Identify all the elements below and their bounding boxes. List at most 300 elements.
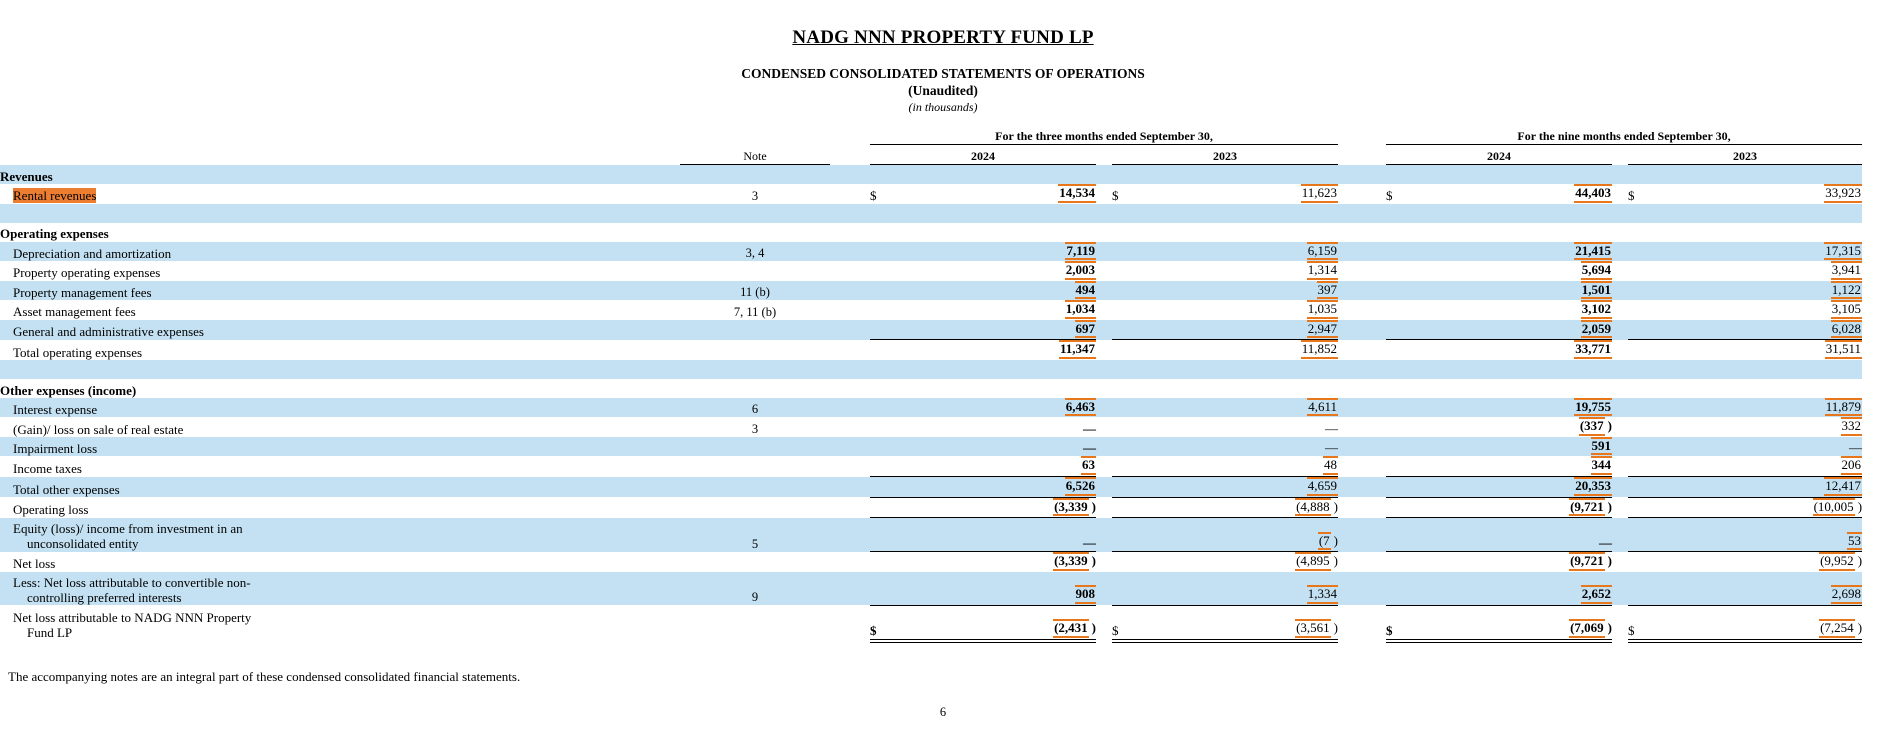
spacer: [1096, 242, 1112, 262]
value-cell: [1420, 261, 1612, 281]
value-cell: [904, 456, 1096, 476]
value-cell: [1420, 320, 1612, 340]
spacer: [1612, 261, 1628, 281]
dollar-cell: [1628, 456, 1662, 476]
table-row: [0, 417, 1862, 437]
value-annotation: 11,623: [1301, 184, 1338, 203]
row-label-text: Property operating expenses: [13, 265, 161, 281]
value-annotation: (2,431: [1053, 619, 1089, 638]
spacer: [1612, 184, 1628, 204]
row-label-text: Impairment loss: [13, 441, 98, 457]
dollar-cell: [1112, 281, 1146, 301]
dollar-cell: [870, 417, 904, 437]
spacer: [1612, 552, 1628, 572]
spacer: [830, 572, 870, 606]
value-cell: [1146, 300, 1338, 320]
dollar-cell: [1386, 320, 1420, 340]
value-cell: [1662, 379, 1862, 398]
statement-rows: [0, 165, 1862, 641]
dollar-cell: [1112, 398, 1146, 418]
value-annotation: 1,122: [1831, 281, 1862, 300]
table-row: [0, 261, 1862, 281]
value-annotation: 591: [1591, 437, 1613, 456]
dollar-cell: [870, 320, 904, 340]
spacer: [1612, 165, 1628, 185]
dollar-cell: [1386, 456, 1420, 476]
dollar-cell: [1628, 320, 1662, 340]
dollar-cell: [1628, 552, 1662, 572]
note-cell: [680, 379, 830, 398]
spacer: [1612, 145, 1628, 165]
dollar-cell: [870, 261, 904, 281]
value-cell: [1662, 340, 1862, 360]
value-annotation: 697: [1075, 320, 1097, 339]
note-cell: 9: [751, 590, 759, 605]
note-cell: [680, 477, 830, 498]
value-cell: [1146, 456, 1338, 476]
value-annotation: 2,698: [1831, 585, 1862, 604]
spacer: [830, 518, 870, 552]
dollar-cell: [870, 340, 904, 360]
value-cell: [1662, 477, 1862, 498]
spacer: [1612, 379, 1628, 398]
closing-paren: ): [1607, 553, 1612, 569]
row-label-text: Income taxes: [13, 461, 82, 477]
closing-paren: ): [1091, 553, 1096, 569]
value-annotation: 7,119: [1065, 242, 1096, 261]
dollar-cell: [870, 477, 904, 498]
value-annotation: (9,721: [1569, 552, 1605, 571]
dollar-cell: [1628, 572, 1662, 606]
row-label: [0, 320, 680, 340]
value-annotation: 3,941: [1831, 261, 1862, 280]
dollar-cell: [1628, 242, 1662, 262]
value-cell: [1146, 340, 1338, 360]
spacer: [830, 417, 870, 437]
dollar-cell: [1112, 477, 1146, 498]
value-cell: [1146, 518, 1338, 552]
row-label: [0, 184, 680, 204]
row-label-text: Net loss: [13, 556, 56, 572]
spacer: [1096, 605, 1112, 641]
value-annotation: 33,771: [1574, 340, 1612, 359]
value-annotation: 2,652: [1581, 585, 1612, 604]
spacer: [1338, 165, 1386, 185]
dollar-cell: [1628, 398, 1662, 418]
spacer: [1338, 398, 1386, 418]
row-label: [0, 379, 680, 398]
spacer: [1096, 281, 1112, 301]
value-cell: [1662, 242, 1862, 262]
value-annotation: 1,035: [1307, 300, 1338, 319]
value-annotation: 3,105: [1831, 300, 1862, 319]
spacer: [1096, 497, 1112, 518]
value-annotation: 4,659: [1307, 477, 1338, 496]
group-header-row: [0, 125, 1862, 145]
spacer: [1612, 242, 1628, 262]
value-cell: [904, 379, 1096, 398]
dollar-cell: [870, 281, 904, 301]
spacer: [1338, 261, 1386, 281]
dollar-cell: [1628, 477, 1662, 498]
table-row: [0, 497, 1862, 518]
value-annotation: (3,339: [1053, 552, 1089, 571]
year-header-3mo-2023: 2023: [1112, 145, 1338, 165]
note-cell: 3: [751, 421, 759, 436]
blank-row: [0, 360, 1862, 379]
dollar-cell: [870, 518, 904, 552]
dollar-cell: [1112, 456, 1146, 476]
value-cell: [1420, 281, 1612, 301]
group-header-spacer: [0, 125, 870, 145]
dollar-cell: [870, 398, 904, 418]
spacer: [1338, 379, 1386, 398]
value-annotation: 31,511: [1825, 340, 1862, 359]
year-header-9mo-2023: 2023: [1628, 145, 1862, 165]
closing-paren: ): [1333, 498, 1338, 514]
spacer: [830, 184, 870, 204]
dollar-cell: [870, 572, 904, 606]
value-cell: [1146, 552, 1338, 572]
row-label: [0, 340, 680, 360]
blank-cell: [0, 204, 1862, 223]
note-cell: 11 (b): [740, 285, 770, 300]
value-cell: [1420, 477, 1612, 498]
value-cell: [1146, 320, 1338, 340]
closing-paren: ): [1333, 553, 1338, 569]
value-cell: —: [1083, 420, 1096, 436]
dollar-cell: [870, 379, 904, 398]
value-annotation: 6,463: [1065, 398, 1096, 417]
dollar-cell: [1112, 300, 1146, 320]
spacer: [830, 281, 870, 301]
value-cell: [1662, 497, 1862, 518]
row-label-text: Interest expense: [13, 402, 98, 418]
dollar-cell: [1112, 552, 1146, 572]
spacer: [1096, 477, 1112, 498]
value-annotation: 11,347: [1059, 340, 1096, 359]
value-annotation: 63: [1081, 456, 1096, 475]
value-cell: [1420, 497, 1612, 518]
dollar-cell: [1112, 518, 1146, 552]
value-cell: [1420, 605, 1612, 641]
spacer: [1096, 340, 1112, 360]
spacer: [1338, 518, 1386, 552]
dollar-cell: [1112, 340, 1146, 360]
row-label-text: (Gain)/ loss on sale of real estate: [13, 421, 184, 437]
value-cell: [1420, 340, 1612, 360]
spacer: [830, 261, 870, 281]
spacer: [1338, 437, 1386, 457]
value-annotation: 6,526: [1065, 477, 1096, 496]
value-cell: [1146, 281, 1338, 301]
value-cell: [1146, 184, 1338, 204]
spacer: [1338, 184, 1386, 204]
value-cell: —: [1325, 420, 1338, 436]
value-cell: [904, 261, 1096, 281]
value-annotation: 19,755: [1574, 398, 1612, 417]
table-row: [0, 518, 1862, 552]
dollar-cell: [1386, 437, 1420, 457]
value-annotation: 1,334: [1307, 585, 1338, 604]
row-label: [0, 497, 680, 518]
row-label-text: Total other expenses: [13, 481, 120, 497]
row-label-text: Revenues: [0, 168, 53, 184]
value-cell: [1420, 437, 1612, 457]
spacer: [1338, 497, 1386, 518]
value-cell: [1420, 223, 1612, 242]
value-cell: [1662, 165, 1862, 185]
spacer: [1338, 223, 1386, 242]
dollar-cell: [1628, 437, 1662, 457]
dollar-cell: [1112, 261, 1146, 281]
dollar-cell: $: [1112, 187, 1119, 203]
value-annotation: 397: [1317, 281, 1339, 300]
dollar-cell: [1386, 398, 1420, 418]
dollar-cell: [1112, 320, 1146, 340]
value-annotation: 21,415: [1574, 242, 1612, 261]
value-annotation: (4,888: [1295, 498, 1331, 517]
dollar-cell: $: [1386, 605, 1420, 641]
row-label: [0, 477, 680, 498]
table-row: [0, 320, 1862, 340]
value-annotation: 332: [1841, 417, 1863, 436]
closing-paren: ): [1607, 620, 1612, 636]
table-row: [0, 477, 1862, 498]
note-cell: [680, 320, 830, 340]
dollar-cell: [1628, 340, 1662, 360]
value-cell: [904, 300, 1096, 320]
dollar-cell: [870, 242, 904, 262]
value-cell: [1662, 456, 1862, 476]
dollar-cell: [1112, 417, 1146, 437]
spacer: [1338, 605, 1386, 641]
value-cell: [904, 605, 1096, 641]
spacer: [1612, 477, 1628, 498]
table-row: [0, 572, 1862, 606]
note-cell: [680, 605, 830, 641]
spacer: [1612, 572, 1628, 606]
spacer: [1612, 398, 1628, 418]
value-cell: [1420, 572, 1612, 606]
value-annotation: 17,315: [1824, 242, 1862, 261]
spacer: [830, 320, 870, 340]
closing-paren: ): [1857, 620, 1863, 636]
table-row: [0, 184, 1862, 204]
dollar-cell: [1628, 379, 1662, 398]
row-label: [0, 518, 680, 552]
subtitle-in-thousands: (in thousands): [908, 100, 978, 114]
dollar-cell: [1628, 261, 1662, 281]
dollar-cell: [870, 437, 904, 457]
spacer: [1612, 417, 1628, 437]
dollar-cell: [1112, 223, 1146, 242]
dollar-cell: [1386, 300, 1420, 320]
highlighted-label: Rental revenues: [13, 188, 97, 204]
row-label: [0, 572, 680, 606]
table-row: [0, 605, 1862, 641]
spacer: [1096, 572, 1112, 606]
value-cell: [904, 552, 1096, 572]
value-annotation: 4,611: [1307, 398, 1338, 417]
dollar-cell: [1386, 261, 1420, 281]
spacer: [1338, 300, 1386, 320]
value-cell: [1420, 456, 1612, 476]
spacer: [1612, 497, 1628, 518]
table-row: [0, 456, 1862, 476]
value-cell: [1662, 281, 1862, 301]
row-label: [0, 456, 680, 476]
value-annotation: 20,353: [1574, 477, 1612, 496]
note-cell: 5: [751, 536, 759, 551]
label-column-header: [0, 145, 680, 165]
value-annotation: 11,879: [1825, 398, 1862, 417]
dollar-cell: [1112, 497, 1146, 518]
dollar-cell: [1386, 497, 1420, 518]
closing-paren: ): [1091, 498, 1096, 514]
value-cell: [1146, 379, 1338, 398]
value-annotation: 6,028: [1831, 320, 1862, 339]
table-row: [0, 398, 1862, 418]
value-cell: [1662, 261, 1862, 281]
value-cell: [1662, 572, 1862, 606]
closing-paren: ): [1607, 418, 1612, 434]
dollar-cell: [1112, 437, 1146, 457]
note-cell: 7, 11 (b): [733, 304, 777, 319]
row-label: [0, 165, 680, 185]
value-annotation: 1,501: [1581, 281, 1612, 300]
row-label: [0, 417, 680, 437]
dollar-cell: [870, 223, 904, 242]
spacer: [1096, 184, 1112, 204]
dollar-cell: [870, 165, 904, 185]
closing-paren: ): [1333, 620, 1338, 636]
value-cell: —: [1325, 440, 1338, 456]
value-cell: [904, 320, 1096, 340]
dollar-cell: [1386, 379, 1420, 398]
spacer: [1612, 223, 1628, 242]
table-row: [0, 242, 1862, 262]
year-header-3mo-2024: 2024: [870, 145, 1096, 165]
dollar-cell: [1386, 242, 1420, 262]
value-annotation: 1,034: [1065, 300, 1096, 319]
value-annotation: 2,059: [1581, 320, 1612, 339]
value-cell: [1662, 605, 1862, 641]
dollar-cell: [1628, 417, 1662, 437]
table-row: [0, 552, 1862, 572]
dollar-cell: [1628, 281, 1662, 301]
value-annotation: 48: [1323, 456, 1338, 475]
spacer: [1096, 145, 1112, 165]
value-cell: [904, 572, 1096, 606]
value-annotation: (9,721: [1569, 498, 1605, 517]
spacer: [1096, 437, 1112, 457]
value-cell: [1146, 398, 1338, 418]
row-label-text: Total operating expenses: [13, 344, 143, 360]
value-cell: [904, 340, 1096, 360]
spacer: [1096, 261, 1112, 281]
row-label-text: Equity (loss)/ income from investment in an: [13, 520, 243, 536]
value-cell: [904, 242, 1096, 262]
row-label-text-line2: unconsolidated entity: [27, 536, 139, 552]
value-annotation: 5,694: [1581, 261, 1612, 280]
table-row: [0, 300, 1862, 320]
note-cell: [680, 552, 830, 572]
subtitle-statement-name: CONDENSED CONSOLIDATED STATEMENTS OF OPERATIONS: [741, 66, 1145, 81]
note-cell: 6: [751, 402, 759, 417]
row-label: [0, 300, 680, 320]
value-cell: [1146, 223, 1338, 242]
row-label: [0, 605, 680, 641]
spacer: [1096, 417, 1112, 437]
year-header-row: [0, 145, 1862, 165]
value-cell: [904, 223, 1096, 242]
spacer: [1096, 300, 1112, 320]
value-annotation: 3,102: [1581, 300, 1612, 319]
row-label-text: Less: Net loss attributable to convertible non-: [13, 574, 251, 590]
value-cell: [1420, 165, 1612, 185]
closing-paren: ): [1091, 620, 1096, 636]
closing-paren: ): [1333, 532, 1338, 548]
spacer: [830, 477, 870, 498]
dollar-cell: $: [870, 605, 904, 641]
value-annotation: 14,534: [1058, 184, 1096, 203]
page-title: NADG NNN PROPERTY FUND LP: [792, 27, 1094, 48]
value-cell: [904, 497, 1096, 518]
row-label: [0, 242, 680, 262]
value-cell: [1420, 184, 1612, 204]
value-cell: [904, 281, 1096, 301]
dollar-cell: [870, 552, 904, 572]
blank-row: [0, 204, 1862, 223]
dollar-cell: [1386, 417, 1420, 437]
value-cell: [1420, 242, 1612, 262]
row-label-text: Property management fees: [13, 284, 152, 300]
value-cell: [1420, 398, 1612, 418]
table-row: [0, 223, 1862, 242]
spacer: [1096, 552, 1112, 572]
spacer: [1338, 417, 1386, 437]
spacer: [1096, 398, 1112, 418]
value-annotation: 12,417: [1824, 477, 1862, 496]
dollar-cell: [1112, 165, 1146, 185]
note-cell: [680, 165, 830, 185]
dollar-cell: [1386, 572, 1420, 606]
value-cell: [1146, 477, 1338, 498]
row-label-text: General and administrative expenses: [13, 324, 204, 340]
spacer: [1338, 320, 1386, 340]
note-cell: [680, 497, 830, 518]
statements-of-operations-table: [0, 125, 1862, 643]
dollar-cell: $: [1628, 605, 1662, 641]
value-annotation: 206: [1841, 456, 1863, 475]
spacer: [830, 605, 870, 641]
closing-paren: ): [1857, 498, 1863, 514]
value-cell: [904, 477, 1096, 498]
spacer: [1096, 320, 1112, 340]
value-cell: [1662, 518, 1862, 552]
value-annotation: 11,852: [1301, 340, 1338, 359]
table-row: [0, 437, 1862, 457]
spacer: [830, 398, 870, 418]
value-cell: [1420, 379, 1612, 398]
spacer: [1612, 437, 1628, 457]
value-annotation: 44,403: [1574, 184, 1612, 203]
spacer: [830, 223, 870, 242]
value-annotation: 33,923: [1824, 184, 1862, 203]
row-label-text: Other expenses (income): [0, 382, 137, 398]
dollar-cell: $: [1628, 187, 1635, 203]
